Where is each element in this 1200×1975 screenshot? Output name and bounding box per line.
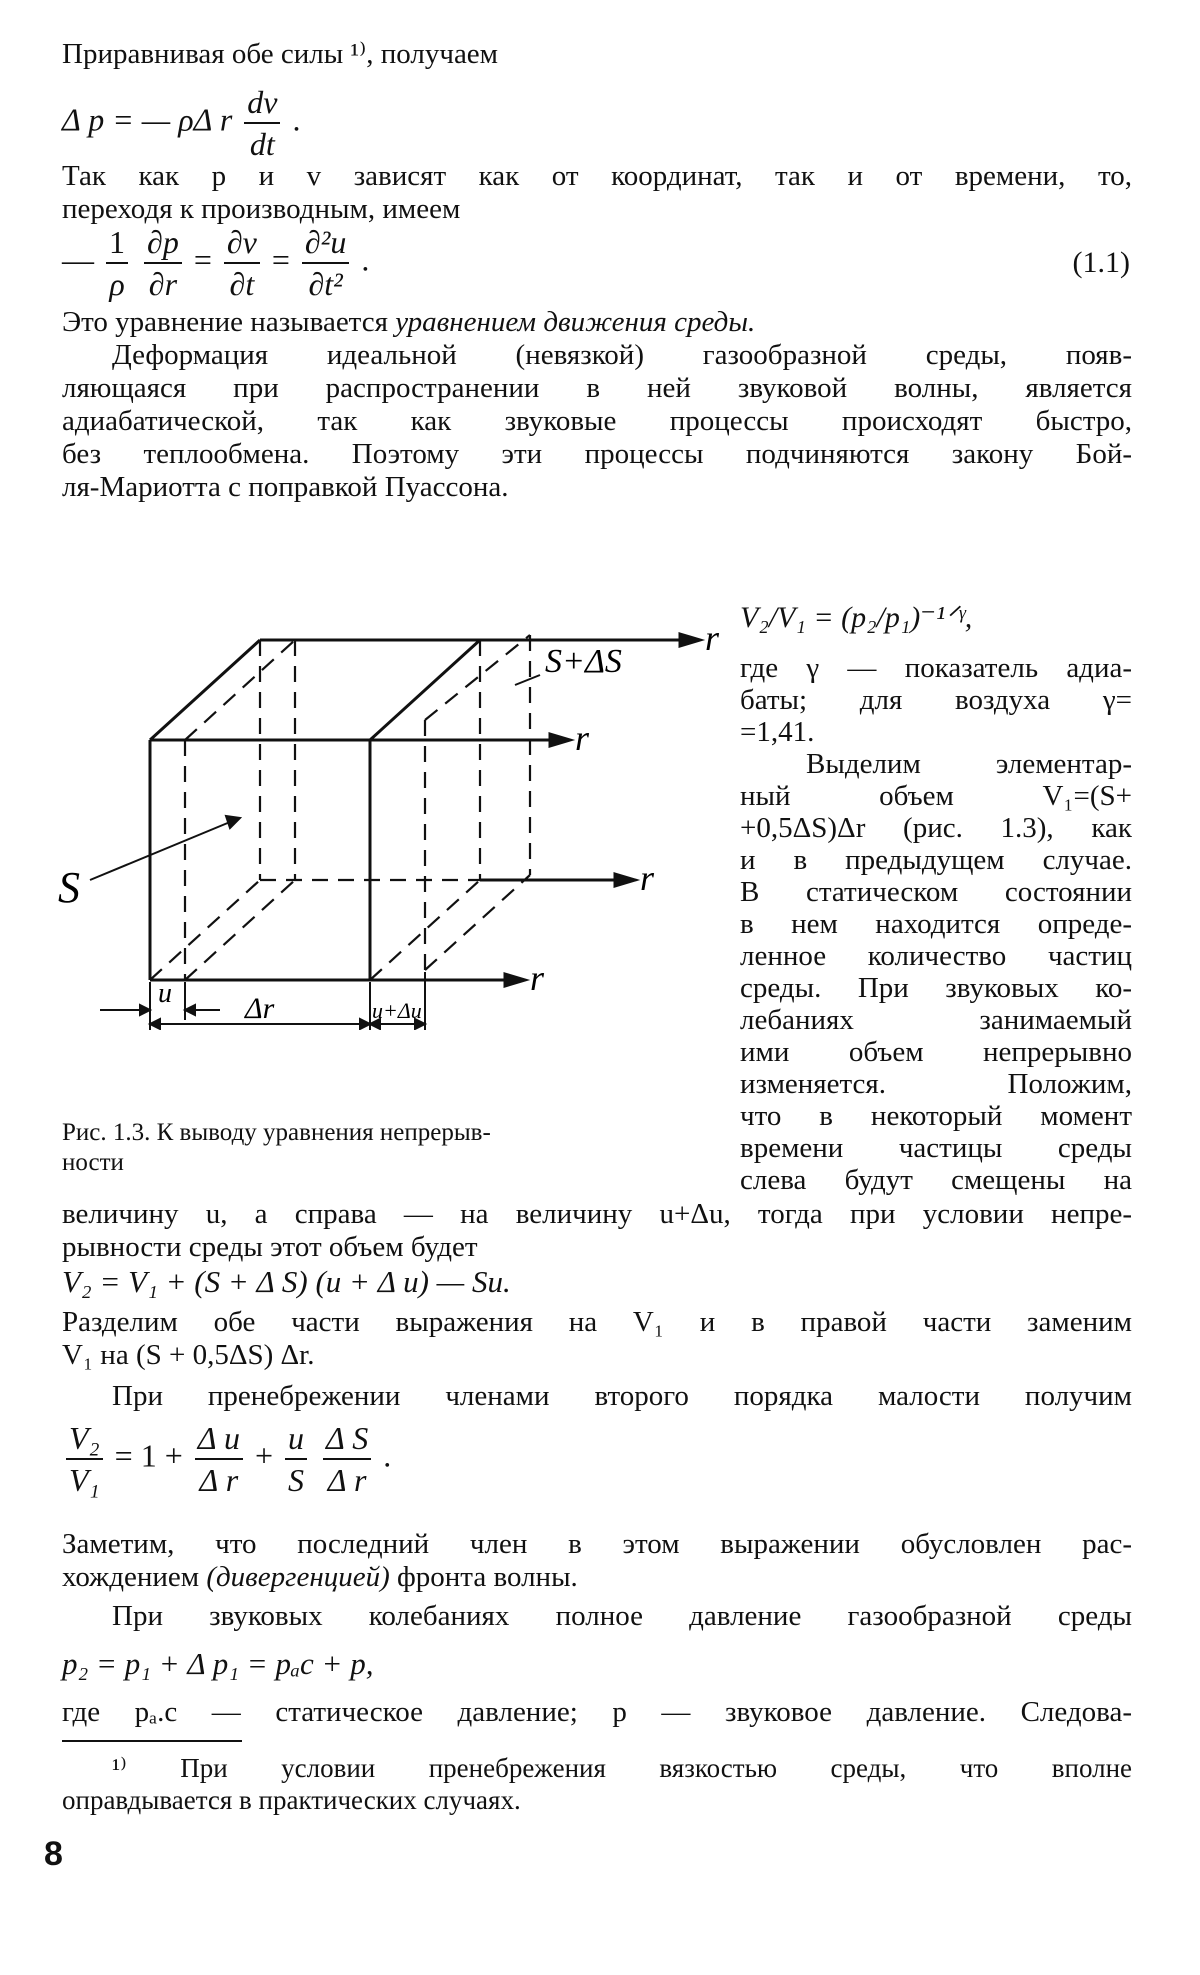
text-line: переходя к производным, имеем — [62, 193, 461, 225]
text-line: величину u, а справа — на величину u+Δu, тогда при условии непре- — [62, 1198, 1132, 1230]
page-number: 8 — [44, 1835, 63, 1873]
dr-arrowhead — [150, 1019, 160, 1029]
figure-caption: ности — [62, 1149, 124, 1176]
text-line: рывности среды этот объем будет — [62, 1231, 478, 1263]
text-line: Заметим, что последний член в этом выражении обусловлен рас- — [62, 1528, 1132, 1560]
text-line: Выделим элементар- — [806, 748, 1132, 780]
text-line: времени частицы среды — [740, 1132, 1132, 1164]
text-line: что в некоторый момент — [740, 1100, 1132, 1132]
label-r: r — [640, 858, 655, 898]
equation-1-1: — $\frac{1}{\rho}$ $\frac{\partial p}{\partial r}$ = $\frac{\partial v}{\partial t}$ = $\frac{\text{∂²u}}{\text{∂t²}}$ . — [62, 224, 370, 302]
text-line: без теплообмена. Поэтому эти процессы подчиняются закону Бой- — [62, 438, 1132, 470]
label-s-plus-ds: S+ΔS — [545, 643, 622, 680]
footnote-rule — [62, 1740, 242, 1742]
r-arrowhead — [615, 874, 635, 886]
label-s: S — [58, 863, 80, 912]
text-line: среды. При звуковых ко- — [740, 972, 1132, 1004]
label-u: u — [158, 978, 172, 1009]
text-line: +0,5ΔS)Δr (рис. 1.3), как — [740, 812, 1132, 844]
r-arrowhead — [550, 734, 570, 746]
text-line: баты; для воздуха γ= — [740, 684, 1132, 716]
text-line: и в предыдущем случае. — [740, 844, 1132, 876]
text-line: в нем находится опреде- — [740, 908, 1132, 940]
text-line: адиабатической, так как звуковые процессы происходят быстро, — [62, 405, 1132, 437]
text-line: ими объем непрерывно — [740, 1036, 1132, 1068]
text-line: Разделим обе части выражения на V₁ и в правой части заменим — [62, 1306, 1132, 1338]
label-r: r — [530, 958, 545, 998]
text-line: лебаниях занимаемый — [740, 1004, 1132, 1036]
figure-caption: Рис. 1.3. К выводу уравнения непрерыв- — [62, 1119, 491, 1146]
text-line: Приравнивая обе силы ¹⁾, получаем — [62, 38, 499, 70]
text-line: Это уравнение называется уравнением движения среды. — [62, 306, 756, 338]
text-line: =1,41. — [740, 716, 815, 748]
text-line: ля-Мариотта с поправкой Пуассона. — [62, 471, 509, 503]
label-dr: Δr — [245, 992, 275, 1025]
text-line: где γ — показатель адиа- — [740, 652, 1132, 684]
text-line: хождением (дивергенцией) фронта волны. — [62, 1561, 578, 1593]
text-line: слева будут смещены на — [740, 1164, 1132, 1196]
s-pointer — [90, 822, 230, 880]
text-line: В статическом состоянии — [740, 876, 1132, 908]
equation-pressure: p₂ = p₁ + Δ p₁ = pₐc + p, — [62, 1646, 374, 1681]
r-arrowhead — [505, 974, 525, 986]
label-r: r — [705, 618, 720, 658]
text-line: Так как p и v зависят как от координат, так и от времени, то, — [62, 160, 1132, 192]
cube-hidden-edge — [150, 880, 260, 980]
equation-number: (1.1) — [1072, 246, 1130, 279]
footnote-line: ¹⁾ При условии пренебрежения вязкостью среды, что вполне — [112, 1753, 1132, 1783]
s-pointer-head — [226, 816, 240, 828]
displaced-face-edge — [185, 640, 295, 740]
r-arrowhead — [680, 634, 700, 646]
equation-v2: V₂ = V₁ + (S + Δ S) (u + Δ u) — Su. — [62, 1264, 511, 1299]
text-line: При звуковых колебаниях полное давление газообразной среды — [112, 1600, 1132, 1632]
equation-adiabatic: V₂/V₁ = (p₂/p₁)⁻¹ᐟᵞ, — [740, 601, 973, 634]
cube-edge — [150, 640, 260, 740]
displaced-face-edge — [185, 880, 295, 980]
text-line: ный объем V₁=(S+ — [740, 780, 1132, 812]
text-line: изменяется. Положим, — [740, 1068, 1132, 1100]
equation-pressure-diff: Δ p = — ρΔ r $\frac{dv}{dt}$ . — [62, 84, 301, 162]
u-arrowhead — [185, 1005, 195, 1015]
displaced-face-edge — [425, 875, 530, 970]
text-line: При пренебрежении членами второго порядка малости получим — [112, 1380, 1132, 1412]
footnote-line: оправдывается в практических случаях. — [62, 1785, 521, 1815]
text-line: ляющаяся при распространении в ней звуковой волны, является — [62, 372, 1132, 404]
text-line: где pₐ.c — статическое давление; p — звуковое давление. Следова- — [62, 1696, 1132, 1728]
figure-1-3 — [40, 590, 740, 1030]
label-u-du: u+Δu — [372, 998, 422, 1023]
text-line: V₁ на (S + 0,5ΔS) Δr. — [62, 1339, 315, 1371]
label-r: r — [575, 718, 590, 758]
u-arrowhead — [140, 1005, 150, 1015]
text-line: ленное количество частиц — [740, 940, 1132, 972]
text-line: Деформация идеальной (невязкой) газообразной среды, появ- — [112, 339, 1132, 371]
s-delta-pointer — [515, 675, 540, 685]
equation-ratio: $\frac{\text{V₂}}{\text{V₁}}$ = 1 + $\frac{\text{Δ u}}{\text{Δ r}}$ + $\frac{u}{S}$ $\frac{\text{Δ S}}{\text{Δ r}}$ . — [62, 1418, 391, 1500]
